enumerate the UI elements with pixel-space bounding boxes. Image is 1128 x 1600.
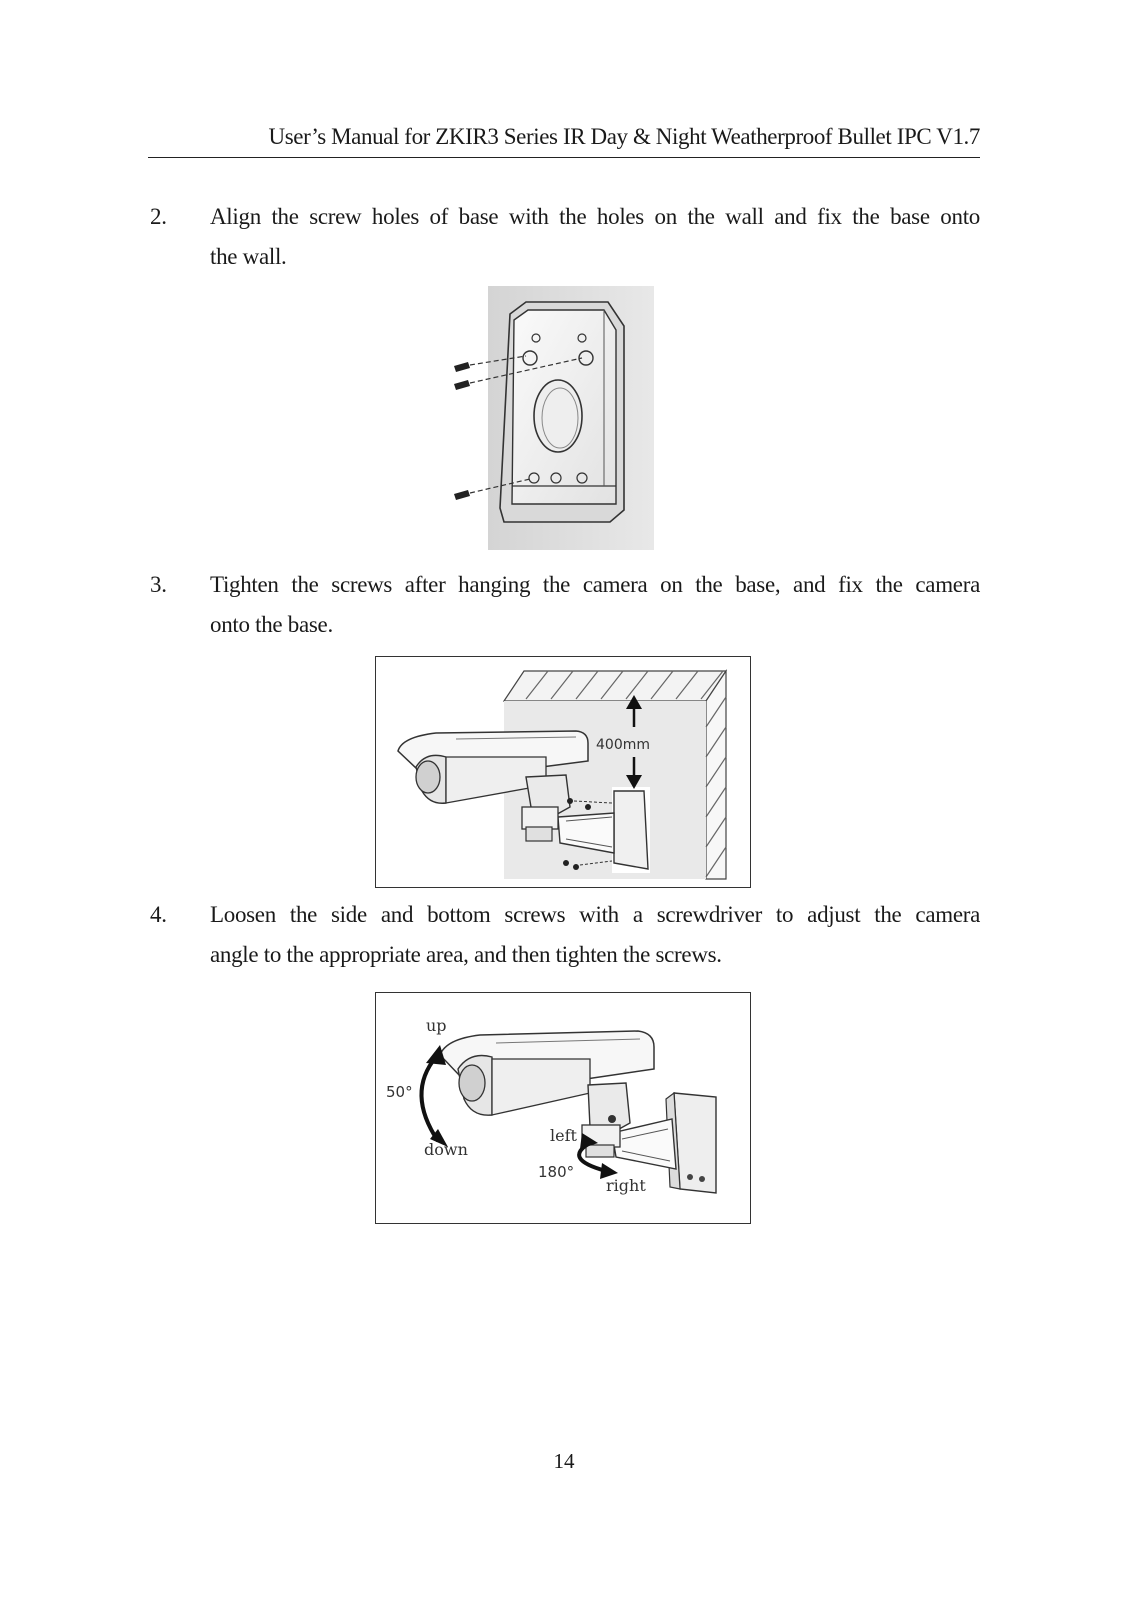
page-number: 14 xyxy=(553,1449,575,1473)
tilt-angle-label: 50° xyxy=(386,1083,413,1101)
figure-camera-on-base xyxy=(375,656,751,888)
step-number: 2. xyxy=(150,204,167,229)
camera-mount-illustration xyxy=(376,657,750,887)
figure-base-on-wall xyxy=(448,286,654,550)
base-plate-illustration xyxy=(448,286,654,550)
distance-label: 400mm xyxy=(596,737,650,753)
left-label: left xyxy=(550,1126,577,1145)
right-label: right xyxy=(606,1176,646,1195)
step-text xyxy=(210,895,980,975)
header-rule xyxy=(148,157,980,158)
step-text xyxy=(210,565,980,645)
step-3 xyxy=(150,565,980,645)
step-4 xyxy=(150,895,980,975)
step-number: 3. xyxy=(150,572,167,597)
step-text-line: onto the base. xyxy=(210,612,333,637)
angle-adjust-illustration xyxy=(376,993,750,1223)
step-text-line: Loosen the side and bottom screws with a screwdriver to adjust the camera xyxy=(210,902,980,927)
up-label: up xyxy=(426,1016,447,1035)
page-header: User’s Manual for ZKIR3 Series IR Day & Night Weatherproof Bullet IPC V1.7 xyxy=(268,124,980,149)
step-2 xyxy=(150,197,980,277)
step-text-line: angle to the appropriate area, and then tighten the screws. xyxy=(210,942,722,967)
step-text-line: the wall. xyxy=(210,244,287,269)
step-text-line: Align the screw holes of base with the holes on the wall and fix the base onto xyxy=(210,204,980,229)
step-text-line: Tighten the screws after hanging the camera on the base, and fix the camera xyxy=(210,572,980,597)
tilt-arrow-icon xyxy=(421,1045,448,1147)
pan-angle-label: 180° xyxy=(538,1163,575,1181)
figure-adjust-angle xyxy=(375,992,751,1224)
step-text xyxy=(210,197,980,277)
step-number: 4. xyxy=(150,902,167,927)
down-label: down xyxy=(424,1140,468,1159)
